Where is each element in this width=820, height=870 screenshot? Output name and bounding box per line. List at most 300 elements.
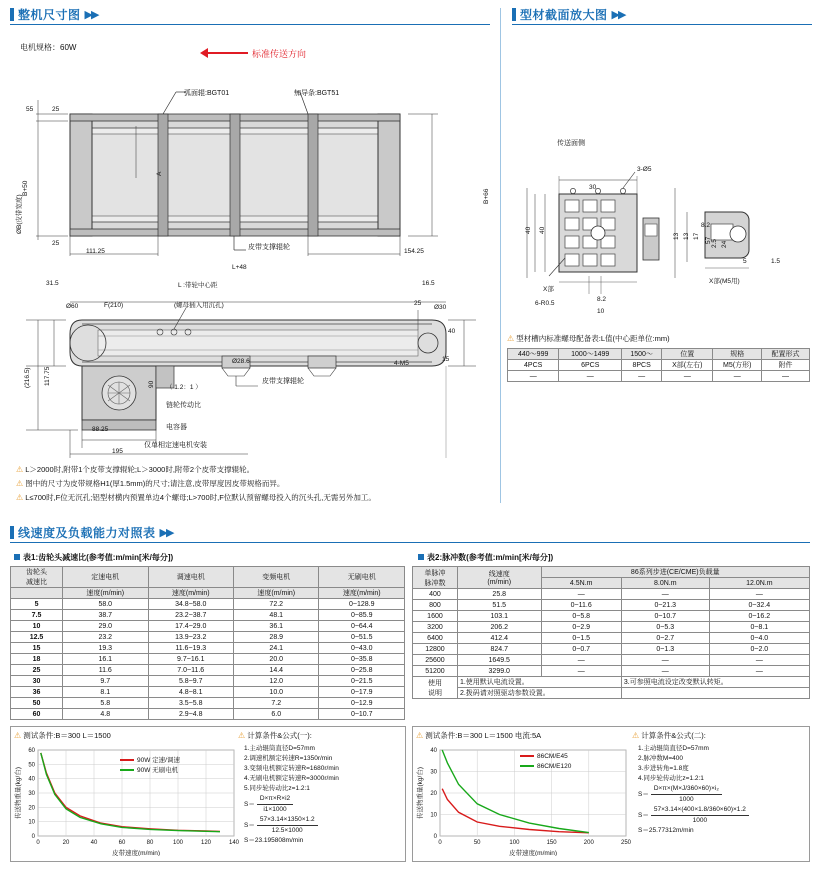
formula-expr2: S＝ 57×3.14×(400×1.8/360×60)×1.2 1000 xyxy=(638,805,810,826)
y-tick: 10 xyxy=(430,812,437,819)
x-tick: 20 xyxy=(62,840,70,846)
label-x-section: X部 xyxy=(543,286,554,293)
chart1-formula-lines xyxy=(244,744,404,846)
t1-cell: 60 xyxy=(11,709,63,720)
t2-cell: 25.8 xyxy=(457,589,541,600)
t2-head: 线速度 (m/min) xyxy=(457,567,541,589)
legend-label: 86CM/E45 xyxy=(537,753,568,760)
x-tick: 0 xyxy=(438,840,442,846)
formula-line: 1.主动辊筒直径D=57mm xyxy=(638,745,709,752)
t2-cell: 0~5.8 xyxy=(541,611,621,622)
dim-57: 57 xyxy=(705,236,712,244)
t1-cell: 18 xyxy=(11,654,63,665)
table-row xyxy=(413,589,810,600)
t1-cell: 0~10.7 xyxy=(319,709,405,720)
t2-cell: 412.4 xyxy=(457,633,541,644)
t1-cell: 16.1 xyxy=(63,654,148,665)
label-x-m5: X部(M5用) xyxy=(709,278,740,285)
formula-line: 1.主动辊筒直径D=57mm xyxy=(244,745,315,752)
note-1-text: L＞2000时,附带1个皮带支撑辊轮;L＞3000时,附带2个皮带支撑辊轮。 xyxy=(25,465,255,474)
y-tick: 0 xyxy=(433,834,437,840)
t2-footer-left: 2.拨码请对照驱动参数设置。 xyxy=(457,688,621,699)
t1-subhead: 速度(m/min) xyxy=(63,588,148,599)
t2-cell: 0~1.5 xyxy=(541,633,621,644)
profile-th: 规格 xyxy=(713,349,762,360)
t2-cell: 824.7 xyxy=(457,644,541,655)
dim-25-b: 25 xyxy=(52,240,60,247)
y-axis-label: 传送物重量(kg/台) xyxy=(15,767,22,819)
dim-25-side: 25 xyxy=(414,300,422,307)
y-tick: 20 xyxy=(28,805,35,812)
warning-triangle-icon: ⚠ xyxy=(16,479,24,488)
table-row xyxy=(11,599,405,610)
t2-cell: — xyxy=(709,655,809,666)
gear-ratio-table xyxy=(10,566,405,720)
direction-arrow-head-icon xyxy=(200,48,208,58)
dim-10: 10 xyxy=(597,308,605,315)
dim-111-25: 111.25 xyxy=(86,248,105,255)
chart1-legend xyxy=(120,756,180,776)
t1-cell: 0~25.8 xyxy=(319,665,405,676)
double-chevron-icon: ▶▶ xyxy=(611,9,625,21)
t1-cell: 23.2 xyxy=(63,632,148,643)
t2-cell: — xyxy=(541,589,621,600)
warning-triangle-icon: ⚠ xyxy=(14,731,22,740)
dim-40-2: 40 xyxy=(539,226,546,234)
profile-td: — xyxy=(713,371,762,382)
t2-subhead: 12.0N.m xyxy=(709,578,809,589)
formula-line: 3.变频电机额定转速R=1680r/min xyxy=(244,765,339,772)
formula-expr2: S＝ 57×3.14×1350×1.2 12.5×1000 xyxy=(244,815,404,836)
table1-title xyxy=(14,552,173,563)
profile-td: — xyxy=(508,371,559,382)
dim-F210: F(210) xyxy=(104,302,124,309)
t1-cell: 3.5~5.8 xyxy=(148,698,233,709)
label-guide-bar: 加导条:BGT51 xyxy=(294,90,340,97)
t1-cell: 11.6 xyxy=(63,665,148,676)
divider-speed-load xyxy=(10,542,810,543)
table-row xyxy=(413,666,810,677)
table2-title-text: 表2:脉冲数(参考值:m/min[米/每分]) xyxy=(427,553,554,562)
warning-triangle-icon: ⚠ xyxy=(16,465,24,474)
table-row xyxy=(413,644,810,655)
t1-cell: 0~51.5 xyxy=(319,632,405,643)
profile-td: — xyxy=(559,371,622,382)
t1-head: 变频电机 xyxy=(234,567,319,588)
t1-head: 调速电机 xyxy=(148,567,233,588)
table-row xyxy=(11,687,405,698)
note-3 xyxy=(16,492,376,503)
dim-40-1: 40 xyxy=(525,226,532,234)
legend-label: 90W 无刷电机 xyxy=(137,767,179,774)
dim-13-1: 13 xyxy=(673,232,680,240)
dim-3-holes: 3-Ø5 xyxy=(637,166,652,173)
legend-item xyxy=(120,756,180,766)
t1-cell: 28.9 xyxy=(234,632,319,643)
t1-cell: 10 xyxy=(11,621,63,632)
label-sprocket-ratio: 链轮传动比 xyxy=(166,402,201,409)
t1-cell: 0~12.9 xyxy=(319,698,405,709)
formula-result: S＝23.195808m/min xyxy=(244,837,304,844)
chart2-condition xyxy=(416,730,541,741)
t1-cell: 25 xyxy=(11,665,63,676)
t1-subhead: 速度(m/min) xyxy=(148,588,233,599)
dim-B66: B+66 xyxy=(483,188,490,204)
chart1-condition xyxy=(14,730,111,741)
t1-cell: 0~128.9 xyxy=(319,599,405,610)
x-tick: 80 xyxy=(146,840,154,846)
t2-cell: 0~16.2 xyxy=(709,611,809,622)
t2-cell: 0~2.0 xyxy=(709,644,809,655)
dim-4M5: 4-M5 xyxy=(394,360,409,367)
dim-L48: L+48 xyxy=(232,264,247,271)
t1-cell: 4.8~8.1 xyxy=(148,687,233,698)
double-chevron-icon: ▶▶ xyxy=(159,527,173,539)
profile-td: 附件 xyxy=(762,360,810,371)
t2-cell: — xyxy=(621,589,709,600)
t2-cell: 0~2.7 xyxy=(621,633,709,644)
dim-117-75: 117.75 xyxy=(44,366,51,386)
table1-title-text: 表1:齿轮头减速比(参考值:m/min[米/每分]) xyxy=(23,553,174,562)
t2-cell: 400 xyxy=(413,589,458,600)
table-row xyxy=(11,621,405,632)
x-axis-label: 皮带速度(m/min) xyxy=(111,850,161,856)
t1-cell: 12.5 xyxy=(11,632,63,643)
t2-cell: 51.5 xyxy=(457,600,541,611)
t2-cell: — xyxy=(621,655,709,666)
blue-square-icon xyxy=(418,554,424,560)
t2-subhead: 8.0N.m xyxy=(621,578,709,589)
table-row xyxy=(413,611,810,622)
dim-195: 195 xyxy=(112,448,123,455)
t2-cell: 0~10.7 xyxy=(621,611,709,622)
table-row xyxy=(413,622,810,633)
dim-A: A xyxy=(156,171,163,176)
table2-title xyxy=(418,552,553,563)
chart2-legend xyxy=(520,752,571,772)
formula-result: S＝25.77312m/min xyxy=(638,827,694,834)
t1-cell: 6.0 xyxy=(234,709,319,720)
double-chevron-icon: ▶▶ xyxy=(84,9,98,21)
note-2-text: 图中的尺寸为皮带规格H1(厚1.5mm)的尺寸;请注意,皮带厚度因皮带规格而异。 xyxy=(25,479,285,488)
t1-cell: 30 xyxy=(11,676,63,687)
legend-label: 90W 定速/调速 xyxy=(137,757,180,764)
t1-cell: 50 xyxy=(11,698,63,709)
profile-th: 1000～1499 xyxy=(559,349,622,360)
legend-item xyxy=(520,762,571,772)
y-tick: 30 xyxy=(28,791,35,797)
dim-6R05: 6-R0.5 xyxy=(535,300,555,307)
dim-31-5: 31.5 xyxy=(46,280,59,287)
table-row xyxy=(11,632,405,643)
t1-cell: 36.1 xyxy=(234,621,319,632)
t1-cell: 17.4~29.0 xyxy=(148,621,233,632)
legend-label: 86CM/E120 xyxy=(537,763,572,770)
formula-line: 4.无刷电机额定转速R=3000r/min xyxy=(244,775,339,782)
dim-15: 15 xyxy=(442,356,450,363)
chart1-condition-text: 测试条件:B＝300 L＝1500 xyxy=(23,731,111,740)
t1-cell: 9.7~16.1 xyxy=(148,654,233,665)
overall-dimension-drawing xyxy=(8,8,498,513)
t1-cell: 0~35.8 xyxy=(319,654,405,665)
t2-cell: — xyxy=(709,666,809,677)
warning-triangle-icon: ⚠ xyxy=(16,493,24,502)
t1-cell: 5 xyxy=(11,599,63,610)
formula-line: 4.同步轮传动比z=1.2:1 xyxy=(638,775,704,782)
x-tick: 140 xyxy=(228,840,240,846)
chart1-formula-title xyxy=(238,730,312,741)
note-3-text: L≤700时,F位无沉孔;铝型材横内预置单边4个螺母;L>700时,F位默认预留螺母投入的沉头孔,无需另外加工。 xyxy=(25,493,376,502)
dim-55: 55 xyxy=(26,106,34,113)
label-transfer-side: 传送面侧 xyxy=(557,140,585,147)
t1-cell: 34.8~58.0 xyxy=(148,599,233,610)
t2-cell: — xyxy=(709,589,809,600)
warning-triangle-icon: ⚠ xyxy=(632,731,640,740)
y-tick: 60 xyxy=(28,748,35,754)
table-row xyxy=(11,610,405,621)
dim-13-2: 13 xyxy=(683,232,690,240)
pulse-table xyxy=(412,566,810,699)
profile-td: 6PCS xyxy=(559,360,622,371)
profile-th: 位置 xyxy=(662,349,713,360)
t1-cell: 7.5 xyxy=(11,610,63,621)
t2-cell: 206.2 xyxy=(457,622,541,633)
note-2 xyxy=(16,478,284,489)
dim-d28-6: Ø28.6 xyxy=(232,358,250,365)
table-row xyxy=(11,676,405,687)
t2-cell: 0~8.1 xyxy=(709,622,809,633)
t2-footer-label: 使用 说明 xyxy=(413,677,458,699)
x-tick: 40 xyxy=(90,840,98,846)
top-view-svg xyxy=(8,70,498,260)
t2-cell: 25600 xyxy=(413,655,458,666)
t2-cell: 1649.5 xyxy=(457,655,541,666)
y-tick: 50 xyxy=(28,762,35,769)
dim-2-5: 2.5 xyxy=(711,238,718,248)
dim-B50: B+50 xyxy=(22,180,29,196)
table-row xyxy=(11,698,405,709)
t1-cell: 14.4 xyxy=(234,665,319,676)
t2-footer-right xyxy=(621,688,809,699)
blue-square-icon xyxy=(14,554,20,560)
t1-head: 定速电机 xyxy=(63,567,148,588)
t2-cell: 0~2.9 xyxy=(541,622,621,633)
direction-arrow-line xyxy=(204,52,248,54)
warning-triangle-icon: ⚠ xyxy=(416,731,424,740)
t2-cell: 0~5.3 xyxy=(621,622,709,633)
y-axis-label: 传送物重量(kg/台) xyxy=(417,767,424,819)
chart1-formula-title-text: 计算条件&公式(一): xyxy=(247,731,312,740)
t1-cell: 4.8 xyxy=(63,709,148,720)
dim-30: 30 xyxy=(589,184,597,191)
dim-8-2-top: 8.2 xyxy=(701,222,711,229)
profile-th: 配置形式 xyxy=(762,349,810,360)
chart2-formula-lines xyxy=(638,744,810,836)
table-row xyxy=(11,665,405,676)
profile-td: M5(方形) xyxy=(713,360,762,371)
y-tick: 20 xyxy=(430,791,437,797)
t1-cell: 19.3 xyxy=(63,643,148,654)
y-tick: 30 xyxy=(430,769,437,776)
t1-cell: 0~43.0 xyxy=(319,643,405,654)
t2-cell: 3299.0 xyxy=(457,666,541,677)
t1-cell: 29.0 xyxy=(63,621,148,632)
t2-footer-right: 3.可参照电流设定改变默认转矩。 xyxy=(621,677,809,688)
t2-cell: — xyxy=(541,666,621,677)
t1-head: 无刷电机 xyxy=(319,567,405,588)
t1-cell: 24.1 xyxy=(234,643,319,654)
legend-item xyxy=(520,752,571,762)
dim-phiB: ØB(皮带宽度) xyxy=(16,194,23,234)
formula-line: 3.步进转角=1.8度 xyxy=(638,765,689,772)
y-tick: 40 xyxy=(28,776,35,783)
chart2-condition-text: 测试条件:B＝300 L＝1500 电流:5A xyxy=(425,731,542,740)
table-row xyxy=(11,643,405,654)
t1-subhead xyxy=(11,588,63,599)
profile-td: — xyxy=(762,371,810,382)
profile-td: 8PCS xyxy=(622,360,662,371)
t2-cell: — xyxy=(621,666,709,677)
t1-cell: 0~85.9 xyxy=(319,610,405,621)
x-tick: 200 xyxy=(583,840,594,846)
profile-svg xyxy=(505,158,812,438)
dim-17: 17 xyxy=(693,232,700,240)
table-row xyxy=(11,709,405,720)
t1-cell: 23.2~38.7 xyxy=(148,610,233,621)
x-tick: 50 xyxy=(473,840,481,846)
x-axis-label: 皮带速度(m/min) xyxy=(508,850,558,856)
profile-nut-table xyxy=(507,348,810,382)
section-title-profile: 型材截面放大图 xyxy=(520,8,608,22)
table-row xyxy=(413,633,810,644)
t2-cell: 3200 xyxy=(413,622,458,633)
t1-cell: 48.1 xyxy=(234,610,319,621)
legend-swatch xyxy=(120,759,134,761)
dim-40: 40 xyxy=(448,328,456,335)
t1-cell: 20.0 xyxy=(234,654,319,665)
t1-cell: 9.7 xyxy=(63,676,148,687)
chart2-formula-title xyxy=(632,730,706,741)
t1-cell: 5.8 xyxy=(63,698,148,709)
t2-cell: 0~4.0 xyxy=(709,633,809,644)
table-row xyxy=(413,600,810,611)
t1-cell: 13.9~23.2 xyxy=(148,632,233,643)
section-header-speed-load xyxy=(10,524,172,541)
legend-swatch xyxy=(520,755,534,757)
t2-cell: 0~21.3 xyxy=(621,600,709,611)
t2-cell: — xyxy=(541,655,621,666)
t1-subhead: 速度(m/min) xyxy=(234,588,319,599)
t1-head: 齿轮头 减速比 xyxy=(11,567,63,588)
t1-cell: 15 xyxy=(11,643,63,654)
legend-swatch xyxy=(520,765,534,767)
t1-cell: 0~17.9 xyxy=(319,687,405,698)
profile-table-title-text: 型材槽内标准螺母配备表:L值(中心距单位:mm) xyxy=(516,334,670,343)
profile-td: 4PCS xyxy=(508,360,559,371)
t1-cell: 36 xyxy=(11,687,63,698)
t1-cell: 0~64.4 xyxy=(319,621,405,632)
formula-line: 2.脉冲数M=400 xyxy=(638,755,683,762)
label-belt-support-roller-top: 皮带支撑辊轮 xyxy=(248,244,290,251)
dim-1-5: 1.5 xyxy=(771,258,781,265)
y-tick: 0 xyxy=(31,834,35,840)
t1-cell: 5.8~9.7 xyxy=(148,676,233,687)
legend-item xyxy=(120,766,180,776)
t2-cell: 0~1.3 xyxy=(621,644,709,655)
t2-subhead: 4.5N.m xyxy=(541,578,621,589)
dim-216-5: (216.5) xyxy=(24,367,31,388)
t1-cell: 7.0~11.6 xyxy=(148,665,233,676)
dim-d30: Ø30 xyxy=(434,304,447,311)
section-bar-icon xyxy=(10,526,14,539)
formula-line: 5.同步轮传动比z=1.2:1 xyxy=(244,785,310,792)
dim-8-2: 8.2 xyxy=(597,296,607,303)
direction-label: 标准传送方向 xyxy=(252,49,307,59)
t1-cell: 38.7 xyxy=(63,610,148,621)
t1-cell: 8.1 xyxy=(63,687,148,698)
t1-cell: 10.0 xyxy=(234,687,319,698)
x-tick: 100 xyxy=(172,840,184,846)
t1-subhead: 速度(m/min) xyxy=(319,588,405,599)
t2-cell: 12800 xyxy=(413,644,458,655)
label-center-distance: L :带轮中心距 xyxy=(178,282,218,289)
y-tick: 40 xyxy=(430,748,437,754)
formula-line: 2.调速机额定转速R=1350r/min xyxy=(244,755,333,762)
x-tick: 60 xyxy=(118,840,126,846)
t1-cell: 7.2 xyxy=(234,698,319,709)
dim-24: 24 xyxy=(721,240,728,248)
chart2-formula-title-text: 计算条件&公式(二): xyxy=(641,731,706,740)
t2-cell: 800 xyxy=(413,600,458,611)
t2-cell: 0~0.7 xyxy=(541,644,621,655)
dim-25-a: 25 xyxy=(52,106,60,113)
t2-cell: 0~32.4 xyxy=(709,600,809,611)
dim-154-25: 154.25 xyxy=(404,248,424,255)
table-row xyxy=(413,655,810,666)
t1-cell: 2.9~4.8 xyxy=(148,709,233,720)
label-belt-support-roller-side: 皮带支撑辊轮 xyxy=(262,378,304,385)
x-tick: 120 xyxy=(200,840,212,846)
label-only-const-motor: 仅单相定速电机安装 xyxy=(144,442,207,449)
t2-group-head: 86系列步进(CE/CME)负载量 xyxy=(541,567,809,578)
t2-cell: 51200 xyxy=(413,666,458,677)
t2-head: 单脉冲 脉冲数 xyxy=(413,567,458,589)
label-nut-hole: (螺母插入用沉孔) xyxy=(174,302,224,309)
formula-expr: S＝ D×π×(M×J/360×60)×i₂ 1000 xyxy=(638,784,810,805)
t1-cell: 72.2 xyxy=(234,599,319,610)
x-tick: 150 xyxy=(546,840,557,846)
side-view-svg xyxy=(8,290,498,470)
legend-swatch xyxy=(120,769,134,771)
warning-triangle-icon: ⚠ xyxy=(507,334,515,343)
section-title-overall: 整机尺寸图 xyxy=(18,8,81,22)
motor-spec-label: 电机规格：60W xyxy=(20,43,77,52)
x-tick: 100 xyxy=(509,840,520,846)
t2-cell: 1600 xyxy=(413,611,458,622)
y-tick: 10 xyxy=(28,819,35,826)
profile-td: X部(左右) xyxy=(662,360,713,371)
t1-cell: 11.6~19.3 xyxy=(148,643,233,654)
t2-cell: 103.1 xyxy=(457,611,541,622)
table-row xyxy=(11,654,405,665)
dim-16-5: 16.5 xyxy=(422,280,435,287)
profile-th: 1500～ xyxy=(622,349,662,360)
vertical-divider xyxy=(500,8,501,503)
t2-footer-left: 1.使用默认电流设置。 xyxy=(457,677,621,688)
t2-cell: 6400 xyxy=(413,633,458,644)
label-capacitor: 电容器 xyxy=(166,424,187,431)
label-arc-roller: 弧面辊:BGT01 xyxy=(184,90,230,97)
